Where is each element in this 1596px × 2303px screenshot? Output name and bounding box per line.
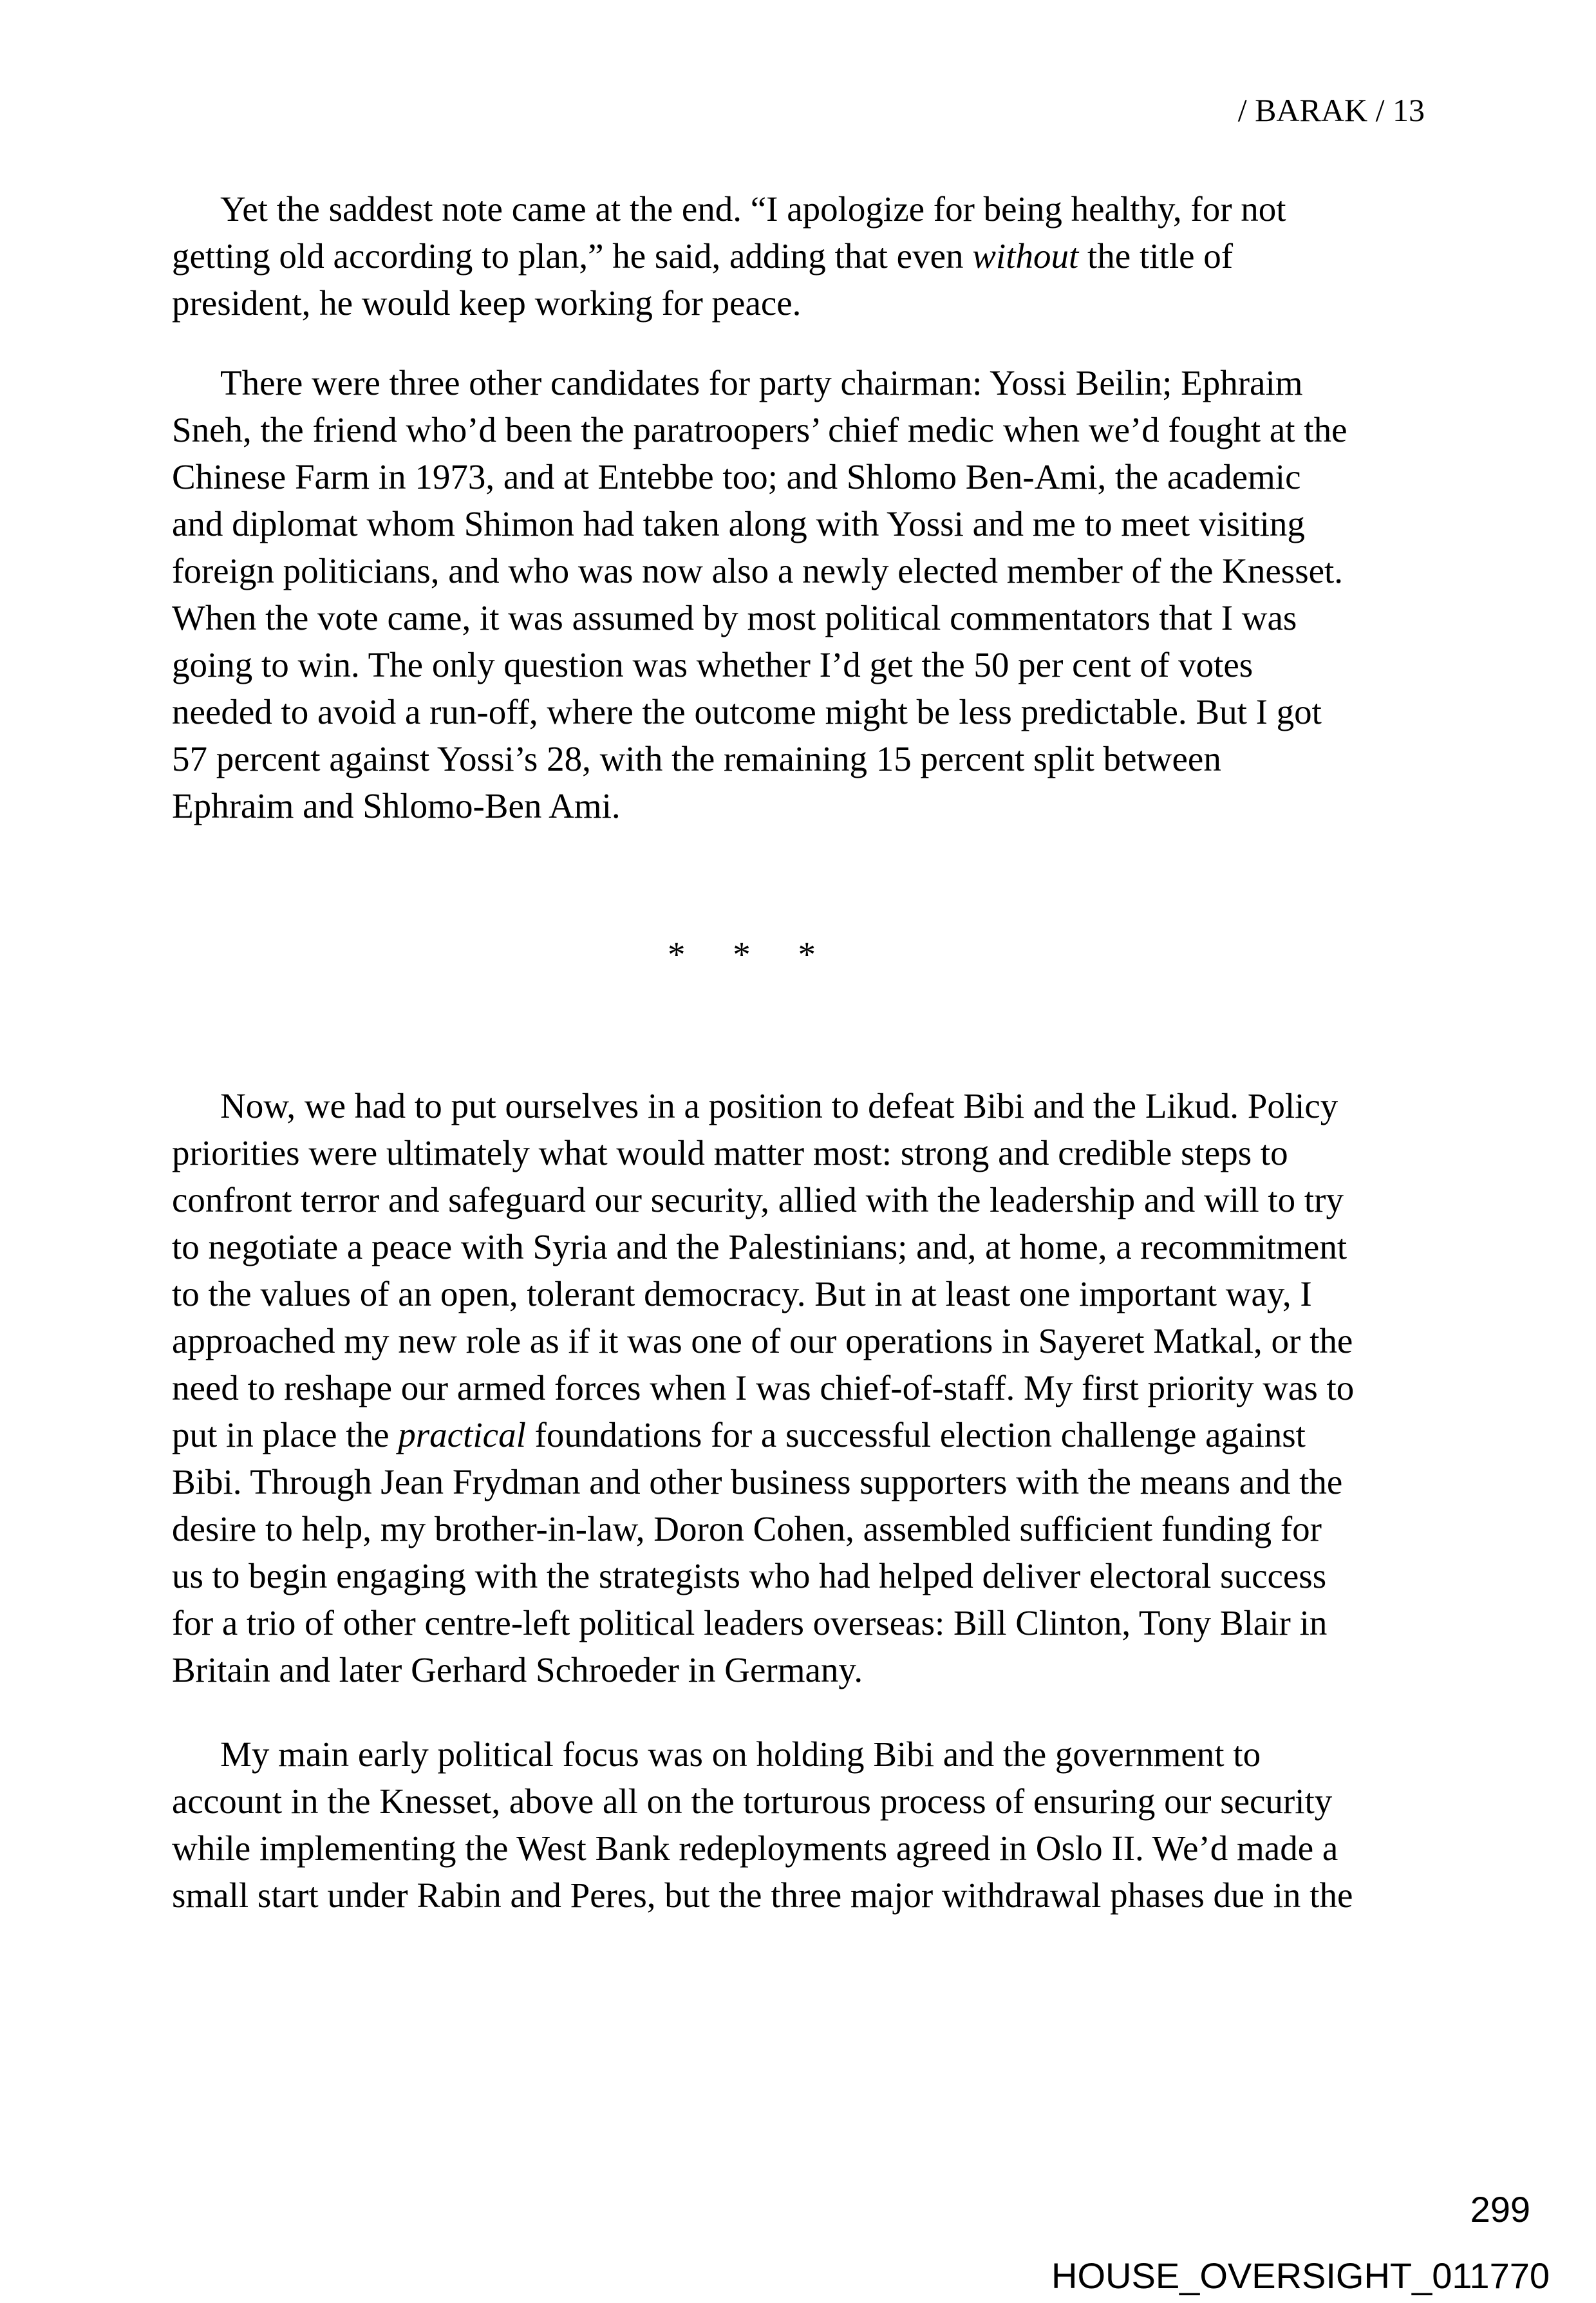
section-separator: * * * — [668, 935, 816, 974]
text-line: needed to avoid a run-off, where the outcome might be less predictable. But I got — [172, 692, 1322, 731]
page-header: / BARAK / 13 — [1237, 92, 1425, 128]
text-line: Ephraim and Shlomo-Ben Ami. — [172, 786, 621, 825]
text-line: confront terror and safeguard our security, allied with the leadership and will to try — [172, 1180, 1344, 1219]
text-line: foreign politicians, and who was now also a newly elected member of the Knesset. — [172, 551, 1344, 590]
paragraph-2 — [172, 359, 1460, 829]
text-line: need to reshape our armed forces when I was chief-of-staff. My first priority was to — [172, 1368, 1355, 1407]
text-line: going to win. The only question was whether I’d get the 50 per cent of votes — [172, 645, 1253, 684]
text-line: desire to help, my brother-in-law, Doron Cohen, assembled sufficient funding for — [172, 1509, 1322, 1548]
paragraph-4 — [172, 1731, 1460, 1919]
text-line: Britain and later Gerhard Schroeder in Germany. — [172, 1650, 863, 1689]
text-line: getting old according to plan,” he said, adding that even without the title of — [172, 236, 1234, 276]
text-line: president, he would keep working for peace. — [172, 283, 802, 323]
paragraph-1 — [172, 185, 1460, 326]
text-line: My main early political focus was on holding Bibi and the government to — [220, 1734, 1261, 1774]
text-line: and diplomat whom Shimon had taken along with Yossi and me to meet visiting — [172, 504, 1305, 543]
text-line: Chinese Farm in 1973, and at Entebbe too; and Shlomo Ben-Ami, the academic — [172, 457, 1301, 496]
text-line: Sneh, the friend who’d been the paratroopers’ chief medic when we’d fought at the — [172, 410, 1347, 449]
text-line: us to begin engaging with the strategists who had helped deliver electoral success — [172, 1556, 1327, 1595]
text-line: priorities were ultimately what would matter most: strong and credible steps to — [172, 1133, 1288, 1172]
text-line: for a trio of other centre-left political leaders overseas: Bill Clinton, Tony Blair in — [172, 1603, 1328, 1642]
text-line: while implementing the West Bank redeployments agreed in Oslo II. We’d made a — [172, 1828, 1338, 1868]
bates-number: HOUSE_OVERSIGHT_011770 — [1051, 2255, 1550, 2296]
text-line: small start under Rabin and Peres, but the three major withdrawal phases due in the — [172, 1875, 1353, 1915]
paragraph-3 — [172, 1082, 1460, 1693]
text-line: There were three other candidates for party chairman: Yossi Beilin; Ephraim — [220, 363, 1303, 402]
text-line: account in the Knesset, above all on the torturous process of ensuring our security — [172, 1781, 1333, 1821]
text-line: Yet the saddest note came at the end. “I apologize for being healthy, for not — [220, 189, 1286, 229]
text-line: When the vote came, it was assumed by most political commentators that I was — [172, 598, 1297, 637]
text-line: put in place the practical foundations for a successful election challenge against — [172, 1415, 1306, 1454]
text-line: to the values of an open, tolerant democracy. But in at least one important way, I — [172, 1274, 1312, 1313]
page-number: 299 — [1470, 2189, 1530, 2230]
text-line: Now, we had to put ourselves in a position to defeat Bibi and the Likud. Policy — [220, 1086, 1338, 1125]
text-line: 57 percent against Yossi’s 28, with the remaining 15 percent split between — [172, 739, 1221, 778]
text-line: approached my new role as if it was one of our operations in Sayeret Matkal, or the — [172, 1321, 1353, 1360]
text-line: Bibi. Through Jean Frydman and other business supporters with the means and the — [172, 1462, 1343, 1501]
text-line: to negotiate a peace with Syria and the Palestinians; and, at home, a recommitment — [172, 1227, 1347, 1266]
